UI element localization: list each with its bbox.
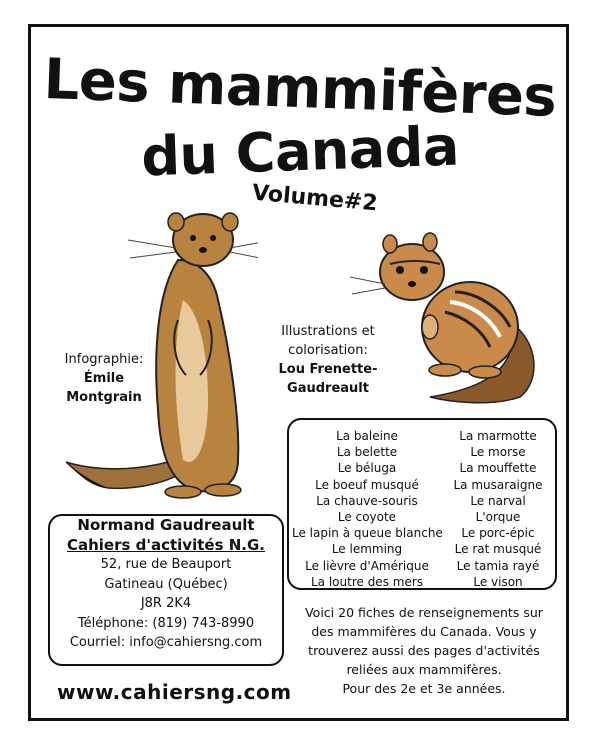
publisher-company[interactable]: Cahiers d'activités N.G. xyxy=(66,535,265,554)
animal-list-item: Le porc-épic xyxy=(461,526,535,541)
animal-list-column-1 xyxy=(292,428,442,590)
website-link[interactable]: www.cahiersng.com xyxy=(57,680,292,704)
animal-list-item: Le boeuf musqué xyxy=(315,477,419,492)
intro-line-5: Pour des 2e et 3e années. xyxy=(342,681,506,696)
animal-list-item: L'orque xyxy=(475,510,521,525)
title-line-1: Les mammifères xyxy=(42,47,558,130)
animal-list-item: La loutre des mers xyxy=(310,574,424,589)
animal-list-item: Le rat musqué xyxy=(454,542,542,557)
title-line-2: du Canada xyxy=(140,114,460,189)
animal-list-item: La baleine xyxy=(336,429,398,443)
publisher-info xyxy=(50,516,282,653)
animal-list-item: La mouffette xyxy=(459,461,537,476)
illustrations-label-2: colorisation: xyxy=(288,343,368,358)
animal-list-item: La marmotte xyxy=(459,429,537,443)
infographie-name-2: Montgrain xyxy=(66,390,142,405)
infographie-credit xyxy=(48,350,160,407)
animal-list-item: La belette xyxy=(336,445,398,460)
publisher-street: 52, rue de Beauport xyxy=(100,557,232,572)
animal-list-item: Le lemming xyxy=(331,542,403,557)
publisher-postal: J8R 2K4 xyxy=(140,596,192,611)
intro-line-3: trouverez aussi des pages d'activités xyxy=(308,643,540,658)
animal-list-item: Le coyote xyxy=(337,510,397,525)
illustrator-name-1: Lou Frenette- xyxy=(278,362,378,377)
animal-list-item: Le morse xyxy=(470,445,526,460)
animal-list-column-2 xyxy=(448,428,548,590)
animal-list-item: La chauve-souris xyxy=(316,493,418,508)
animal-list-item: Le lièvre d'Amérique xyxy=(305,558,429,573)
intro-line-1: Voici 20 fiches de renseignements sur xyxy=(305,605,543,620)
animal-list-item: Le narval xyxy=(470,493,526,508)
publisher-email[interactable]: Courriel: info@cahiersng.com xyxy=(69,635,263,650)
animal-list-item: Le vison xyxy=(473,574,523,589)
illustrations-label-1: Illustrations et xyxy=(281,324,375,339)
publisher-city: Gatineau (Québec) xyxy=(104,576,228,592)
infographie-label: Infographie: xyxy=(64,352,144,367)
animal-list-item: La musaraigne xyxy=(453,477,543,492)
illustrator-name-2: Gaudreault xyxy=(287,381,369,396)
intro-line-2: des mammifères du Canada. Vous y xyxy=(311,624,537,639)
intro-text xyxy=(288,603,560,698)
animal-list-item: Le lapin à queue blanche xyxy=(292,526,443,541)
animal-list-item: Le béluga xyxy=(337,461,397,476)
publisher-phone: Téléphone: (819) 743-8990 xyxy=(77,615,255,631)
volume-label: Volume#2 xyxy=(251,180,379,217)
animal-list-item: Le tamia rayé xyxy=(456,558,540,573)
illustrations-credit xyxy=(262,322,394,398)
intro-line-4: reliées aux mammifères. xyxy=(346,662,502,677)
publisher-name: Normand Gaudreault xyxy=(77,516,255,534)
infographie-name-1: Émile xyxy=(83,371,125,386)
